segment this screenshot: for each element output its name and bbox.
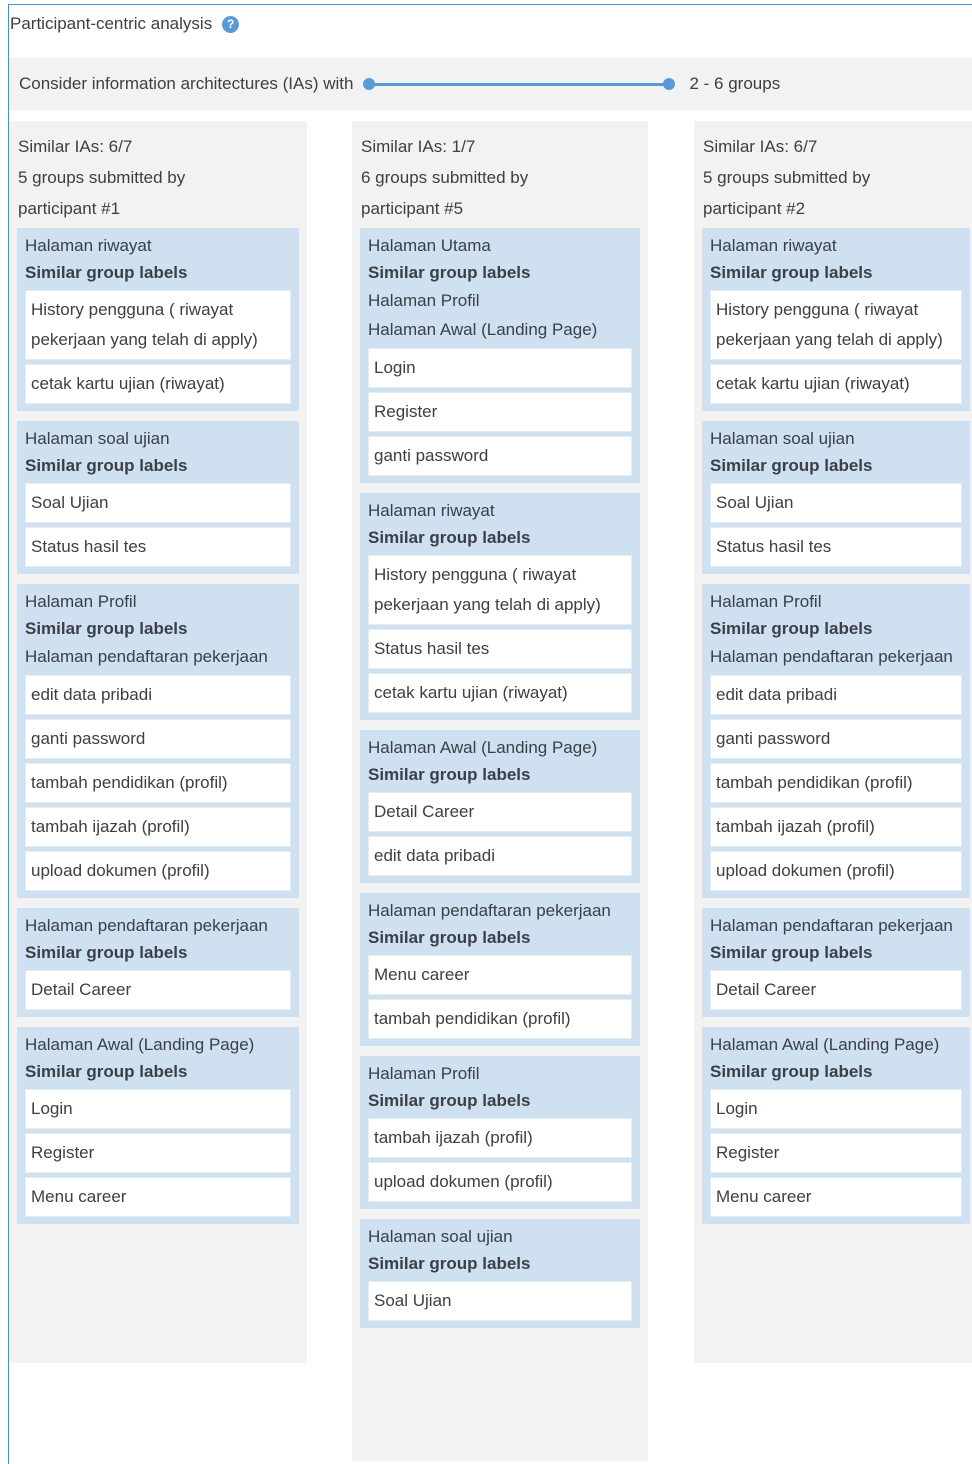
card-item[interactable]: cetak kartu ujian (riwayat) <box>710 364 962 404</box>
similar-ias-count: Similar IAs: 6/7 <box>18 137 133 156</box>
card-item[interactable]: Register <box>25 1133 291 1173</box>
group-title: Halaman Profil <box>25 592 137 611</box>
group-box[interactable] <box>17 1027 299 1224</box>
card-item[interactable]: ganti password <box>25 719 291 759</box>
card-item[interactable]: ganti password <box>368 436 632 476</box>
group-box[interactable] <box>360 493 640 720</box>
similar-group-label: Halaman pendaftaran pekerjaan <box>25 647 268 666</box>
similar-group-labels-heading: Similar group labels <box>25 1062 188 1081</box>
groups-submitted-text: 5 groups submitted by <box>703 168 871 187</box>
group-box[interactable] <box>360 893 640 1046</box>
similar-group-labels-heading: Similar group labels <box>710 943 873 962</box>
card-item[interactable]: History pengguna ( riwayat pekerjaan yang telah di apply) <box>368 555 632 625</box>
card-item[interactable]: Soal Ujian <box>25 483 291 523</box>
participant-id: participant #5 <box>361 199 464 218</box>
group-title: Halaman Profil <box>710 592 822 611</box>
group-title: Halaman riwayat <box>710 236 837 255</box>
similar-ias-count: Similar IAs: 1/7 <box>361 137 476 156</box>
card-item[interactable]: Detail Career <box>368 792 632 832</box>
group-box[interactable] <box>17 421 299 574</box>
group-title: Halaman Profil <box>368 1064 480 1083</box>
slider-min-handle[interactable] <box>363 78 375 90</box>
group-title: Halaman pendaftaran pekerjaan <box>25 916 268 935</box>
similar-group-labels-heading: Similar group labels <box>368 528 531 547</box>
similar-group-labels-heading: Similar group labels <box>25 943 188 962</box>
groups-submitted-text: 6 groups submitted by <box>361 168 529 187</box>
group-title: Halaman Awal (Landing Page) <box>710 1035 940 1054</box>
slider-max-handle[interactable] <box>663 78 675 90</box>
similar-group-label: Halaman pendaftaran pekerjaan <box>710 647 953 666</box>
similar-group-labels-heading: Similar group labels <box>368 1254 531 1273</box>
card-item[interactable]: cetak kartu ujian (riwayat) <box>368 673 632 713</box>
card-item[interactable]: cetak kartu ujian (riwayat) <box>25 364 291 404</box>
card-item[interactable]: Login <box>368 348 632 388</box>
group-box[interactable] <box>17 584 299 898</box>
participant-summary <box>360 131 640 224</box>
card-item[interactable]: Menu career <box>368 955 632 995</box>
card-item[interactable]: tambah ijazah (profil) <box>25 807 291 847</box>
card-item[interactable]: edit data pribadi <box>368 836 632 876</box>
card-item[interactable]: Status hasil tes <box>368 629 632 669</box>
group-range-value: 2 - 6 groups <box>689 74 781 93</box>
groups-submitted-text: 5 groups submitted by <box>18 168 186 187</box>
help-icon[interactable]: ? <box>222 16 239 33</box>
group-box[interactable] <box>360 1056 640 1209</box>
card-item[interactable]: Register <box>710 1133 962 1173</box>
card-item[interactable]: Login <box>25 1089 291 1129</box>
similar-group-labels-heading: Similar group labels <box>25 456 188 475</box>
group-title: Halaman Awal (Landing Page) <box>368 738 598 757</box>
group-box[interactable] <box>702 908 970 1017</box>
group-title: Halaman riwayat <box>25 236 152 255</box>
participant-id: participant #2 <box>703 199 806 218</box>
similar-group-labels-heading: Similar group labels <box>368 1091 531 1110</box>
similar-group-label: Halaman Profil <box>368 291 480 310</box>
page-title: Participant-centric analysis <box>10 14 213 33</box>
participant-column <box>694 121 972 1363</box>
group-box[interactable] <box>360 1219 640 1328</box>
card-item[interactable]: History pengguna ( riwayat pekerjaan yang telah di apply) <box>710 290 962 360</box>
participant-column <box>352 121 648 1461</box>
ia-filter-bar <box>9 58 972 110</box>
slider-track[interactable] <box>369 83 669 86</box>
card-item[interactable]: Status hasil tes <box>710 527 962 567</box>
card-item[interactable]: Menu career <box>25 1177 291 1217</box>
card-item[interactable]: Soal Ujian <box>710 483 962 523</box>
panel-header <box>10 10 239 38</box>
similar-group-labels-heading: Similar group labels <box>25 263 188 282</box>
card-item[interactable]: Detail Career <box>25 970 291 1010</box>
similar-group-label: Halaman Awal (Landing Page) <box>368 320 598 339</box>
group-title: Halaman Awal (Landing Page) <box>25 1035 255 1054</box>
filter-label: Consider information architectures (IAs) with <box>19 74 354 93</box>
participant-summary <box>702 131 970 224</box>
group-box[interactable] <box>360 730 640 883</box>
card-item[interactable]: Detail Career <box>710 970 962 1010</box>
card-item[interactable]: upload dokumen (profil) <box>368 1162 632 1202</box>
group-range-slider[interactable] <box>363 75 675 93</box>
group-box[interactable] <box>702 1027 970 1224</box>
group-title: Halaman Utama <box>368 236 491 255</box>
group-box[interactable] <box>360 228 640 483</box>
participant-column <box>9 121 307 1363</box>
card-item[interactable]: Soal Ujian <box>368 1281 632 1321</box>
card-item[interactable]: Status hasil tes <box>25 527 291 567</box>
card-item[interactable]: tambah pendidikan (profil) <box>25 763 291 803</box>
group-box[interactable] <box>17 908 299 1017</box>
group-title: Halaman riwayat <box>368 501 495 520</box>
group-box[interactable] <box>702 584 970 898</box>
similar-group-labels-heading: Similar group labels <box>710 619 873 638</box>
group-title: Halaman soal ujian <box>710 429 855 448</box>
similar-group-labels-heading: Similar group labels <box>368 928 531 947</box>
group-title: Halaman soal ujian <box>25 429 170 448</box>
group-box[interactable] <box>702 228 970 411</box>
card-item[interactable]: tambah ijazah (profil) <box>710 807 962 847</box>
card-item[interactable]: History pengguna ( riwayat pekerjaan yang telah di apply) <box>25 290 291 360</box>
similar-group-labels-heading: Similar group labels <box>710 456 873 475</box>
card-item[interactable]: ganti password <box>710 719 962 759</box>
similar-group-labels-heading: Similar group labels <box>710 1062 873 1081</box>
similar-ias-count: Similar IAs: 6/7 <box>703 137 818 156</box>
card-item[interactable]: Register <box>368 392 632 432</box>
card-item[interactable]: edit data pribadi <box>710 675 962 715</box>
group-box[interactable] <box>702 421 970 574</box>
card-item[interactable]: tambah pendidikan (profil) <box>710 763 962 803</box>
similar-group-labels-heading: Similar group labels <box>710 263 873 282</box>
similar-group-labels-heading: Similar group labels <box>368 263 531 282</box>
group-title: Halaman pendaftaran pekerjaan <box>368 901 611 920</box>
participant-summary <box>17 131 299 224</box>
card-item[interactable]: Menu career <box>710 1177 962 1217</box>
card-item[interactable]: upload dokumen (profil) <box>25 851 291 891</box>
card-item[interactable]: Login <box>710 1089 962 1129</box>
group-box[interactable] <box>17 228 299 411</box>
card-item[interactable]: edit data pribadi <box>25 675 291 715</box>
participant-id: participant #1 <box>18 199 121 218</box>
card-item[interactable]: upload dokumen (profil) <box>710 851 962 891</box>
card-item[interactable]: tambah ijazah (profil) <box>368 1118 632 1158</box>
similar-group-labels-heading: Similar group labels <box>368 765 531 784</box>
group-title: Halaman pendaftaran pekerjaan <box>710 916 953 935</box>
similar-group-labels-heading: Similar group labels <box>25 619 188 638</box>
group-title: Halaman soal ujian <box>368 1227 513 1246</box>
card-item[interactable]: tambah pendidikan (profil) <box>368 999 632 1039</box>
